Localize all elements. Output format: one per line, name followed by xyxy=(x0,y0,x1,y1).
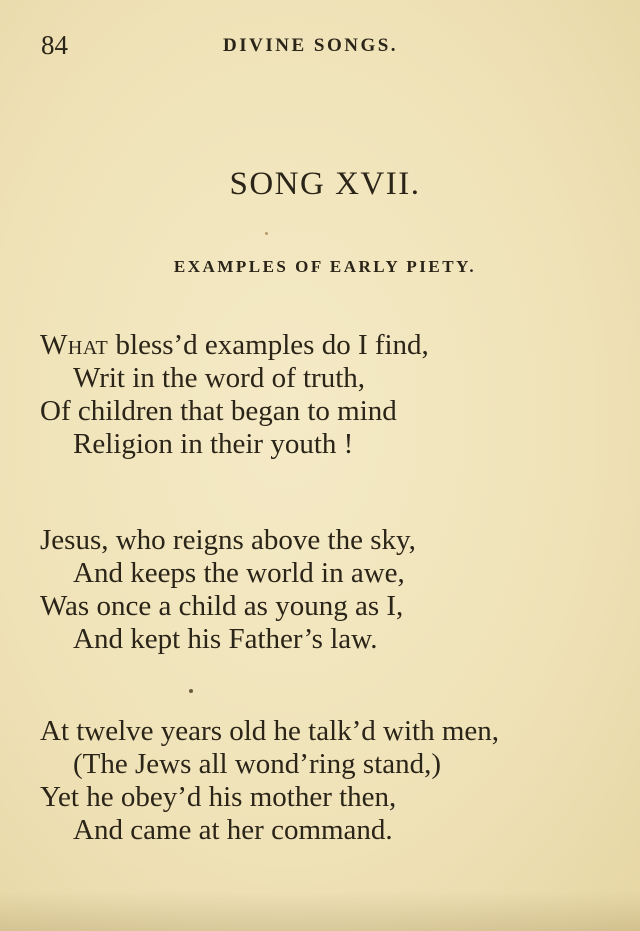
ink-speck xyxy=(189,689,193,693)
song-subtitle: EXAMPLES OF EARLY PIETY. xyxy=(173,257,477,276)
verse-line: Writ in the word of truth, xyxy=(73,362,365,394)
verse-line: At twelve years old he talk’d with men, xyxy=(40,715,500,747)
ink-speck xyxy=(265,232,268,235)
verse-initial-word: What xyxy=(40,329,109,361)
verse-line: Of children that began to mind xyxy=(40,395,397,427)
stanza-2 xyxy=(40,524,416,656)
verse-line: And kept his Father’s law. xyxy=(73,623,378,655)
page-edge-shadow xyxy=(0,891,640,931)
stanza-1 xyxy=(40,329,429,461)
page-header xyxy=(0,30,640,64)
page-number: 84 xyxy=(41,30,68,60)
verse-line: And keeps the world in awe, xyxy=(73,557,405,589)
verse-line: Religion in their youth ! xyxy=(73,428,354,460)
running-head: DIVINE SONGS. xyxy=(223,35,399,56)
verse-line: Was once a child as young as I, xyxy=(40,590,404,622)
stanza-3 xyxy=(40,715,499,847)
verse-line-rest: bless’d examples do I find, xyxy=(108,329,429,361)
song-title: SONG XVII. xyxy=(229,166,421,202)
verse-line: Jesus, who reigns above the sky, xyxy=(40,524,416,556)
verse-line: Yet he obey’d his mother then, xyxy=(40,781,397,813)
verse-line: (The Jews all wond’ring stand,) xyxy=(73,748,442,780)
verse-line: And came at her command. xyxy=(73,814,393,846)
verse-line xyxy=(40,329,429,362)
